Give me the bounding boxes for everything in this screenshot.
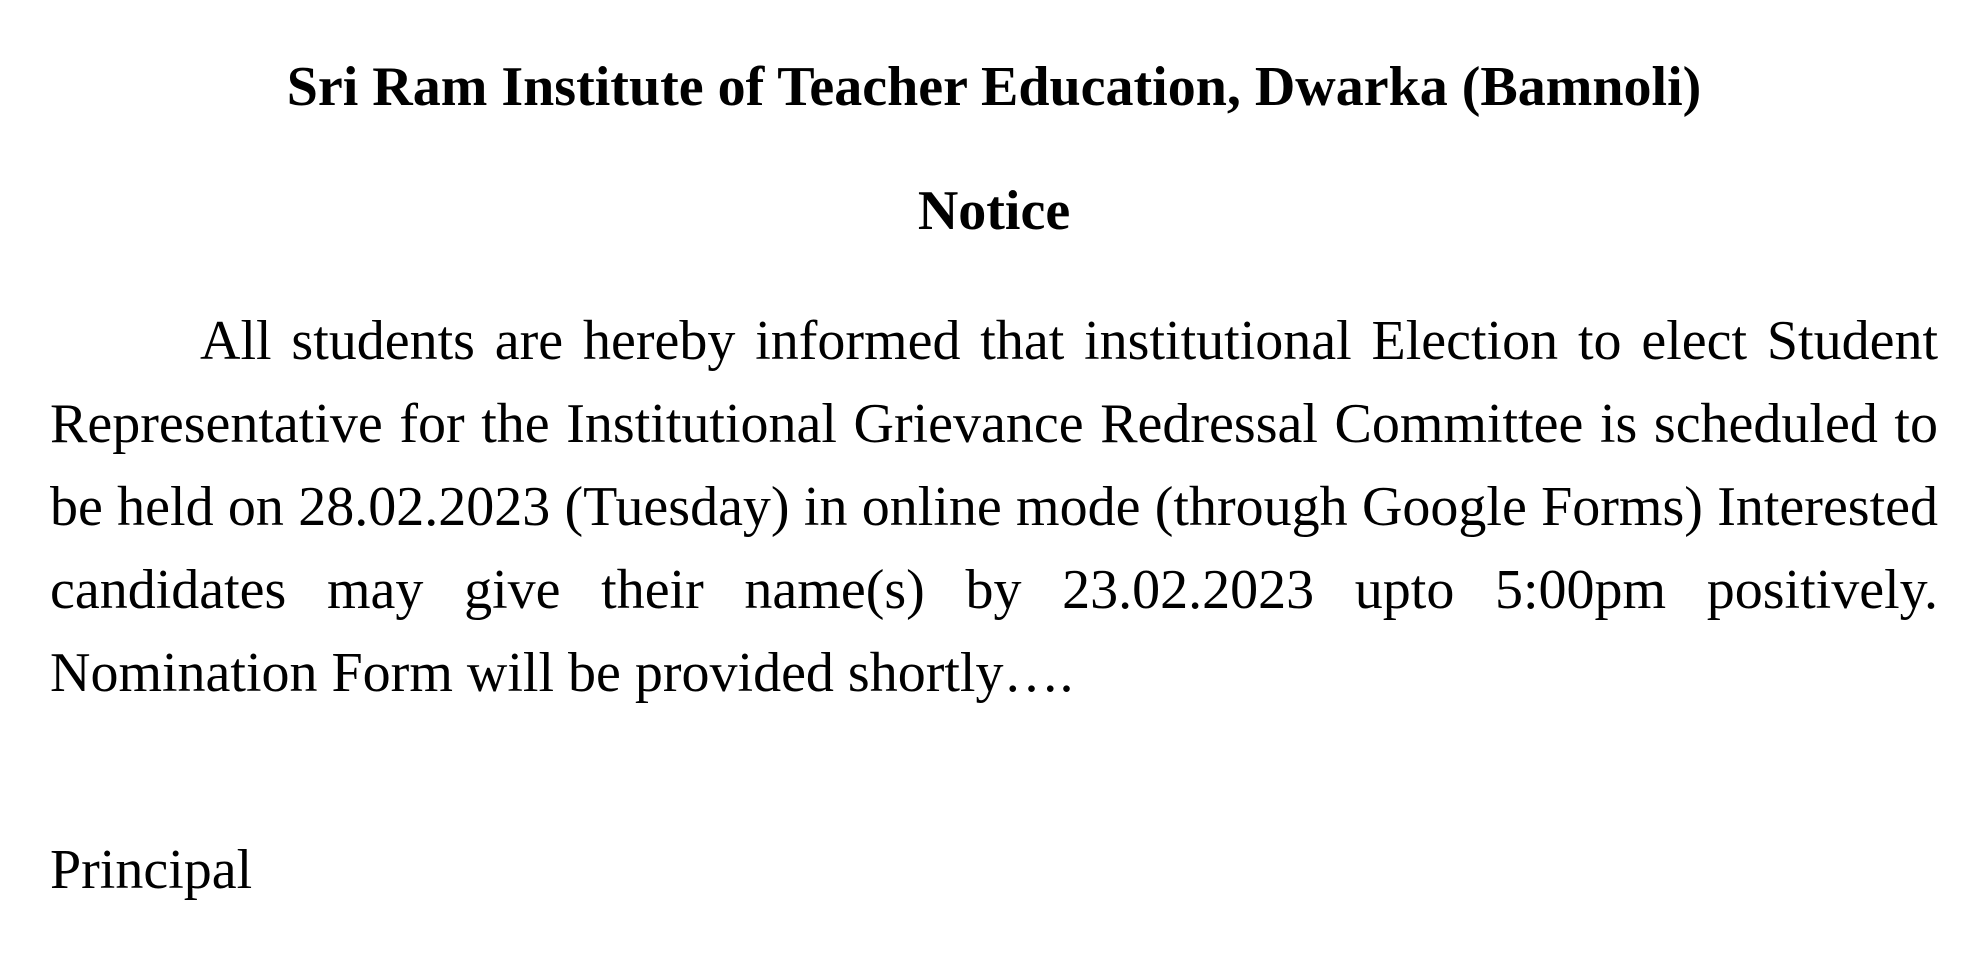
notice-heading: Notice: [917, 180, 1071, 242]
institute-name: Sri Ram Institute of Teacher Education, Dwarka (Bamnoli): [286, 56, 1702, 118]
signatory: Principal: [50, 839, 253, 901]
notice-body: All students are hereby informed that institutional Election to elect Student Representative for the Institutional Grievance Redressal Committee is scheduled to be held on 28.02.2023 (Tuesday) in online mode (through Google Forms) Interested candidates may give their name(s) by 23.02.2023 upto 5:00pm positively. Nomination Form will be provided shortly….: [50, 310, 1938, 704]
